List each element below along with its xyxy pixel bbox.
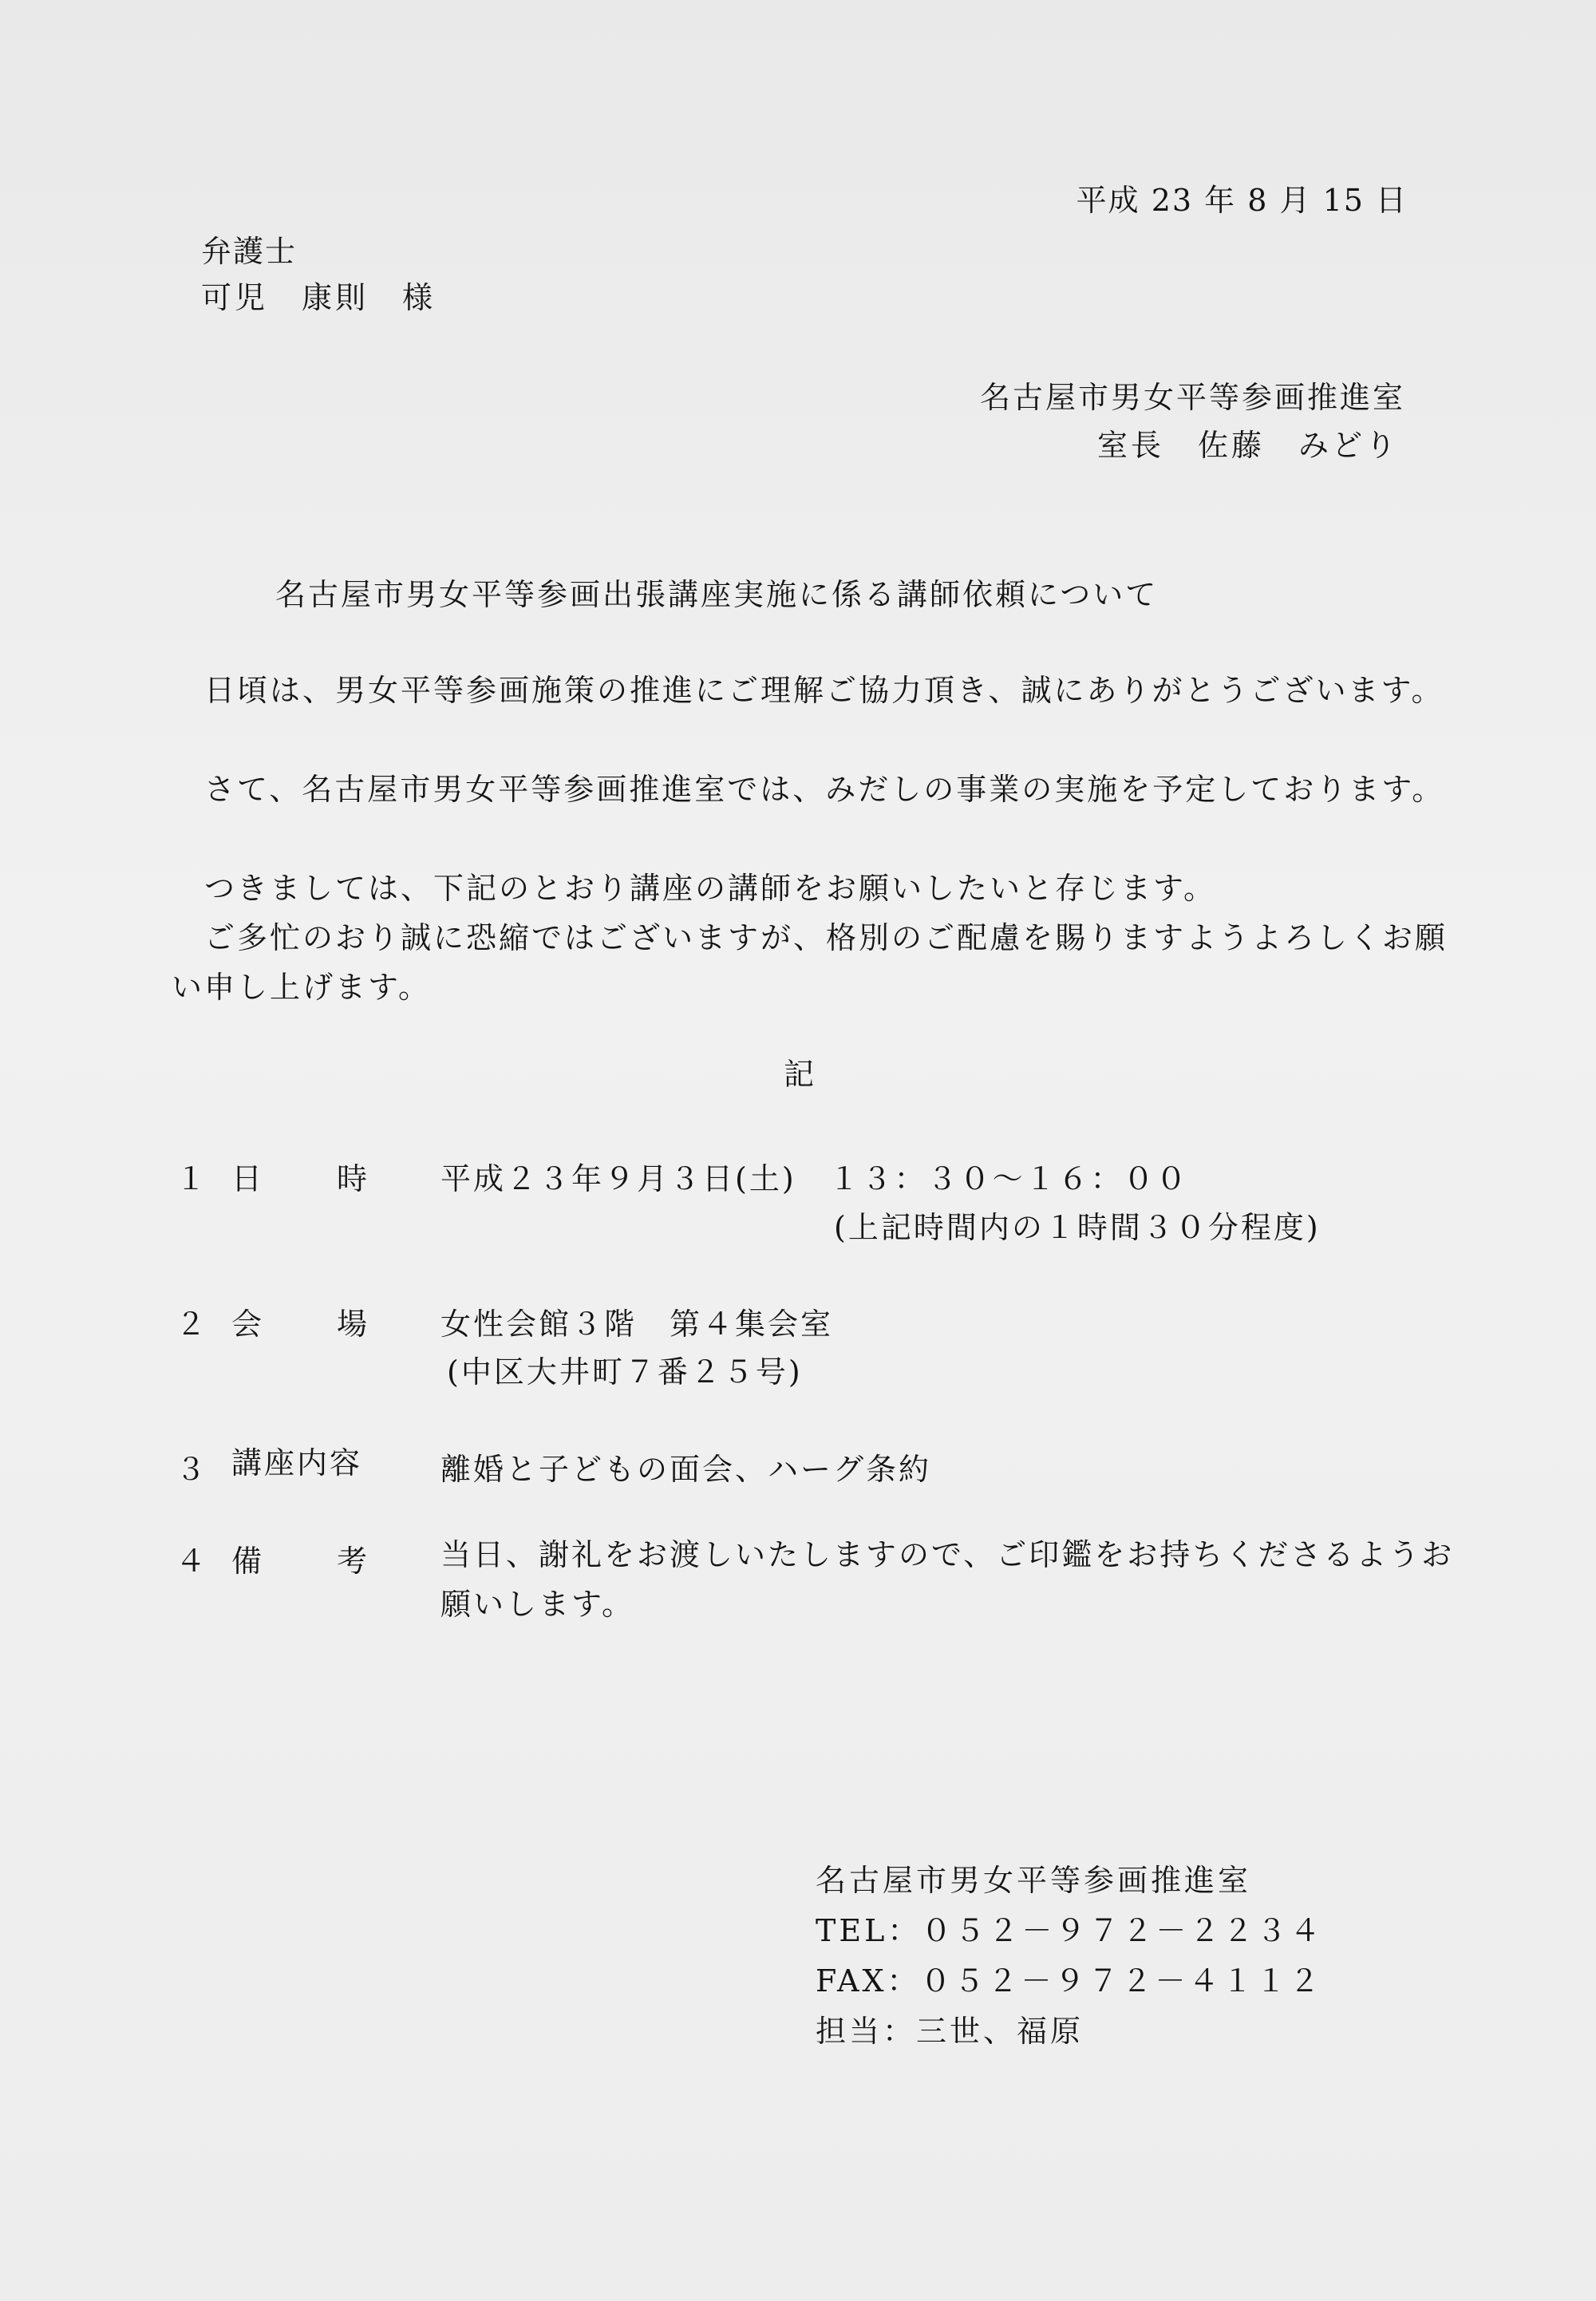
contact-tel: TEL：０５２－９７２－２２３４ bbox=[816, 1913, 1324, 1948]
body-paragraph-1: 日頃は、男女平等参画施策の推進にご理解ご協力頂き、誠にありがとうございます。 bbox=[172, 673, 1444, 708]
item-number: ４ bbox=[176, 1544, 207, 1579]
item-value: 平成２３年９月３日(土) １３：３０～１６：００ bbox=[440, 1161, 1189, 1196]
item-label: 講座内容 bbox=[231, 1445, 363, 1481]
item-label-char: 会 bbox=[231, 1307, 263, 1342]
item-label-char: 考 bbox=[336, 1544, 367, 1579]
item-value: 当日、謝礼をお渡しいたしますので、ご印鑑をお持ちくださるようお願いします。 bbox=[440, 1537, 1455, 1622]
body-paragraph-3: つきましては、下記のとおり講座の講師をお願いしたいと存じます。 bbox=[172, 871, 1216, 906]
item-value: 離婚と子どもの面会、ハーグ条約 bbox=[440, 1452, 932, 1487]
item-value-note: (中区大井町７番２５号) bbox=[447, 1354, 803, 1390]
item-label-char: 備 bbox=[231, 1544, 263, 1579]
item-number: ３ bbox=[176, 1452, 207, 1487]
item-value-note: (上記時間内の１時間３０分程度) bbox=[834, 1210, 1321, 1245]
item-number: １ bbox=[176, 1161, 207, 1196]
item-label bbox=[231, 1154, 367, 1198]
item-label-char: 場 bbox=[336, 1307, 367, 1342]
sender-person: 室長 佐藤 みどり bbox=[1097, 428, 1400, 463]
item-value: 女性会館３階 第４集会室 bbox=[440, 1307, 834, 1342]
body-paragraph-4: ご多忙のおり誠に恐縮ではございますが、格別のご配慮を賜りますようよろしくお願い申し上げます。 bbox=[172, 920, 1448, 1005]
item-label bbox=[231, 1536, 367, 1580]
recipient-name: 可児 康則 様 bbox=[201, 280, 437, 315]
letter-subject: 名古屋市男女平等参画出張講座実施に係る講師依頼について bbox=[275, 577, 1159, 612]
item-label-char: 時 bbox=[336, 1161, 367, 1196]
item-label-char: 日 bbox=[231, 1161, 263, 1196]
contact-staff: 担当：三世、福原 bbox=[816, 2014, 1084, 2049]
sender-office: 名古屋市男女平等参画推進室 bbox=[980, 380, 1406, 415]
body-paragraph-2: さて、名古屋市男女平等参画推進室では、みだしの事業の実施を予定しております。 bbox=[172, 772, 1445, 807]
contact-office: 名古屋市男女平等参画推進室 bbox=[816, 1863, 1252, 1898]
item-label bbox=[231, 1299, 367, 1343]
item-number: ２ bbox=[176, 1307, 207, 1342]
recipient-title: 弁護士 bbox=[201, 234, 298, 269]
letter-date: 平成 23 年 8 月 15 日 bbox=[1076, 183, 1408, 218]
ki-heading: 記 bbox=[784, 1057, 816, 1092]
contact-fax: FAX：０５２－９７２－４１１２ bbox=[816, 1963, 1323, 1999]
